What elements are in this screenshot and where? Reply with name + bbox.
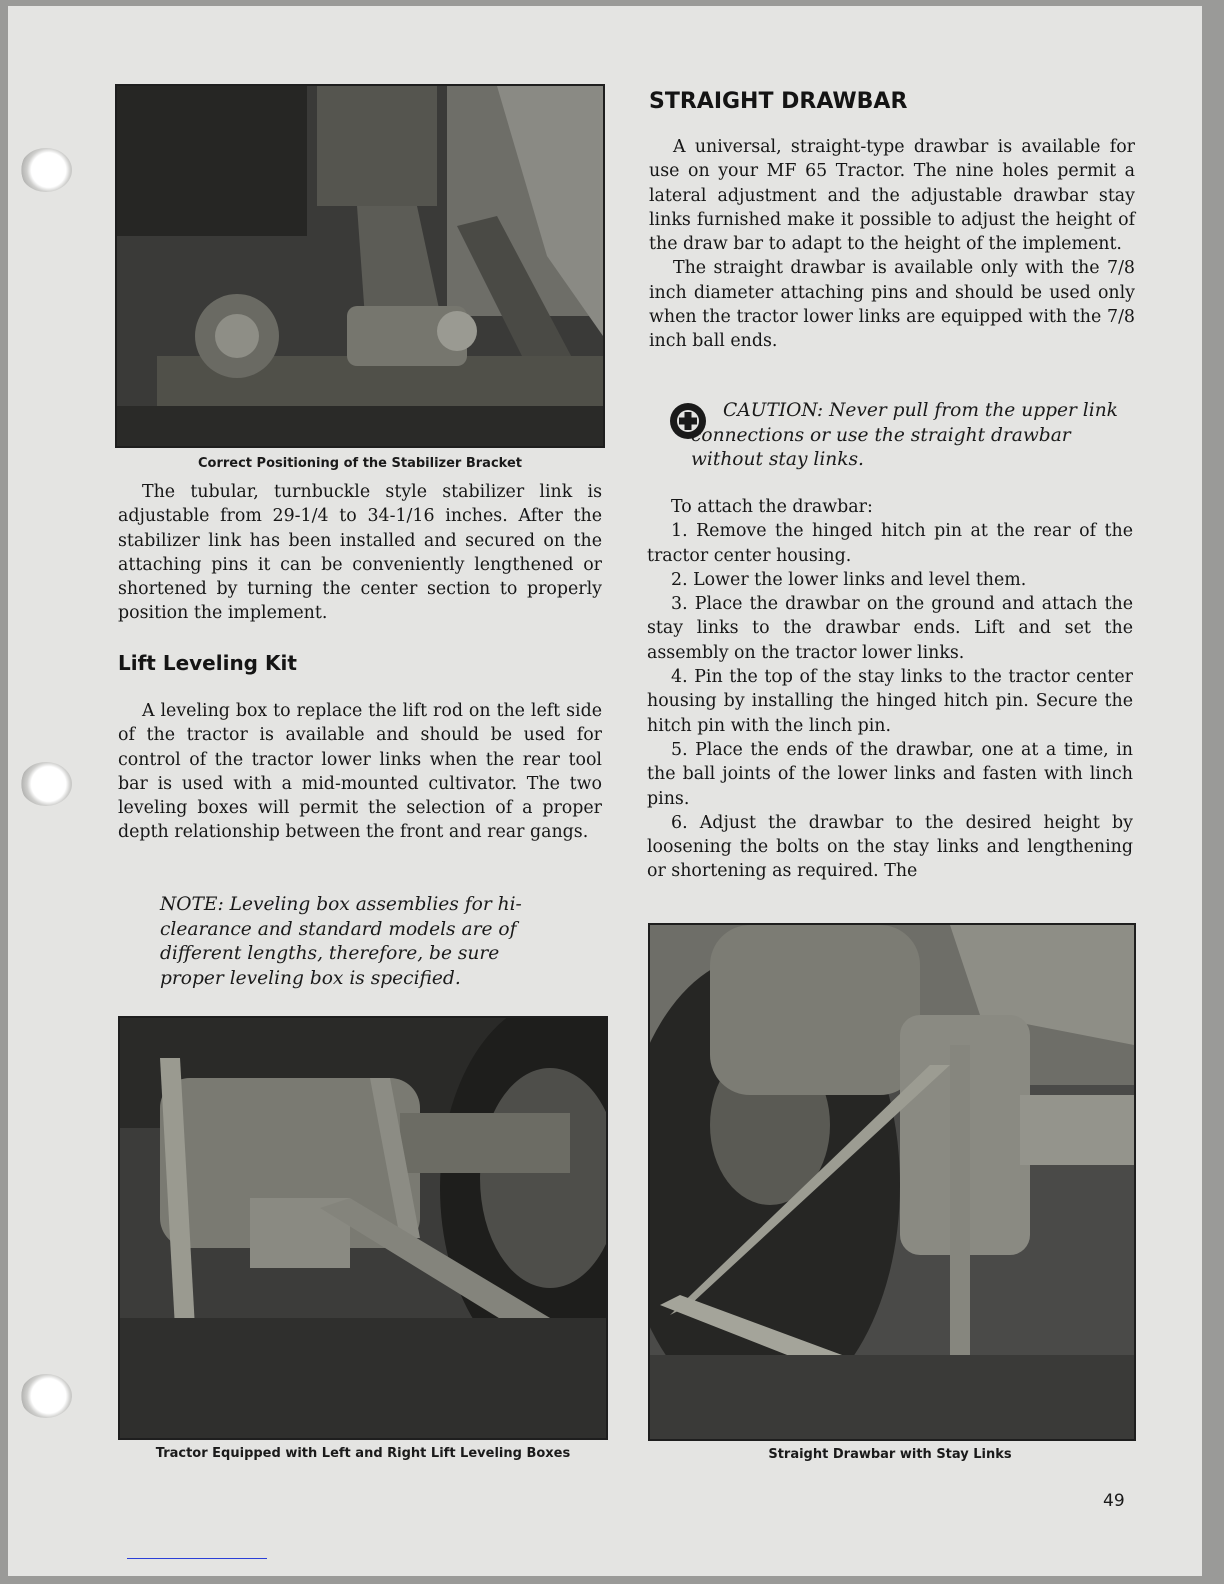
stabilizer-paragraph (118, 480, 602, 626)
stabilizer-bracket-photo (115, 84, 605, 448)
stabilizer-bracket-illustration (117, 86, 603, 446)
leveling-boxes-illustration (120, 1018, 606, 1438)
binder-hole-bottom (20, 1374, 72, 1418)
step-6: 6. Adjust the drawbar to the desired height by loosening the bolts on the stay links and lengthening or shortening as required. The (647, 812, 1133, 882)
drawbar-illustration (650, 925, 1134, 1439)
binder-hole-top (20, 148, 72, 192)
leveling-boxes-photo (118, 1016, 608, 1440)
drawbar-figure-caption: Straight Drawbar with Stay Links (768, 1447, 1012, 1462)
step-4: 4. Pin the top of the stay links to the tractor center housing by installing the hinged hitch pin. Secure the hitch pin with the linch pin. (647, 667, 1133, 736)
drawbar-paragraph-1: A universal, straight-type drawbar is available for use on your MF 65 Tractor. The nine holes permit a lateral adjustment and the adjustable drawbar stay links furnished make it possible to adjust the height of the draw bar to adapt to the height of the implement. (649, 137, 1135, 255)
step-3: 3. Place the drawbar on the ground and attach the stay links to the drawbar ends. Lift and set the assembly on the tractor lower links. (647, 594, 1133, 663)
step-5: 5. Place the ends of the drawbar, one at a time, in the ball joints of the lower links and fasten with linch pins. (647, 739, 1133, 809)
lift-leveling-paragraph (118, 699, 602, 845)
caution-note: CAUTION: Never pull from the upper link connections or use the straight drawbar without stay links. (691, 400, 1118, 470)
leveling-figure-caption: Tractor Equipped with Left and Right Lift Leveling Boxes (155, 1446, 571, 1461)
step-1: 1. Remove the hinged hitch pin at the rear of the tractor center housing. (647, 521, 1133, 566)
stabilizer-text: The tubular, turnbuckle style stabilizer link is adjustable from 29-1/4 to 34-1/16 inches. After the stabilizer link has been installed and secured on the attaching pins it can be conveniently lengthened or shortened by turning the center section to properly position the implement. (118, 482, 602, 624)
steps-intro: To attach the drawbar: (671, 497, 873, 517)
lift-leveling-text: A leveling box to replace the lift rod on the left side of the tractor is available and should be used for control of the tractor lower links when the rear tool bar is used with a mid-mounted cultivator. The two leveling boxes will permit the selection of a proper depth relationship between the front and rear gangs. (118, 701, 602, 843)
binder-hole-middle (20, 762, 72, 806)
drawbar-photo (648, 923, 1136, 1441)
page-number: 49 (1103, 1491, 1125, 1511)
leveling-note: NOTE: Leveling box assemblies for hi-clearance and standard models are of different lengths, therefore, be sure proper leveling box is specified. (160, 894, 522, 989)
attach-drawbar-steps (647, 495, 1133, 884)
step-2: 2. Lower the lower links and level them. (671, 569, 1027, 590)
straight-drawbar-heading: STRAIGHT DRAWBAR (649, 89, 908, 114)
stabilizer-figure-caption: Correct Positioning of the Stabilizer Bracket (197, 456, 522, 471)
drawbar-paragraph-2: The straight drawbar is available only with the 7/8 inch diameter attaching pins and should be used only when the tractor lower links are equipped with the 7/8 inch ball ends. (649, 258, 1135, 352)
drawbar-intro-paragraphs (649, 135, 1135, 354)
lift-leveling-heading: Lift Leveling Kit (118, 651, 297, 675)
scan-artifact-line (127, 1558, 267, 1559)
